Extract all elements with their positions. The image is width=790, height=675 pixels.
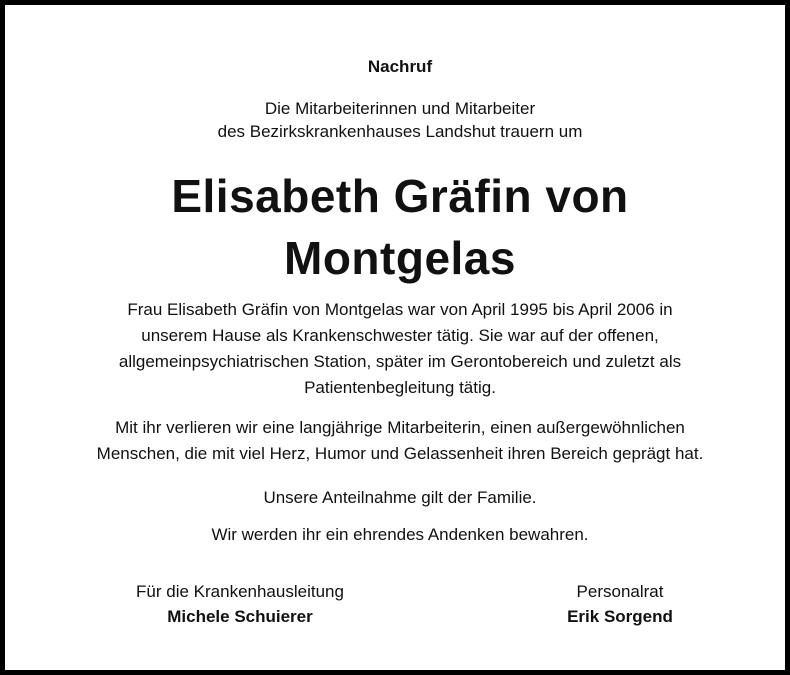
signature-hospital-management [95,579,385,629]
signature-staff-council [475,579,765,629]
tribute-paragraph [5,415,790,467]
paragraph-line: allgemeinpsychiatrischen Station, später im Gerontobereich und zuletzt als [118,352,682,371]
deceased-name-line: Montgelas [284,232,516,284]
biography-paragraph [5,297,790,401]
signature-name: Erik Sorgend [567,607,673,626]
notice-heading: Nachruf [367,57,433,76]
deceased-name-line: Elisabeth Gräfin von [171,170,629,222]
paragraph-line: Frau Elisabeth Gräfin von Montgelas war von April 1995 bis April 2006 in [127,300,673,319]
paragraph-line: Mit ihr verlieren wir eine langjährige Mitarbeiterin, einen außergewöhnlichen [115,418,685,437]
intro-text [5,97,790,143]
intro-line: Die Mitarbeiterinnen und Mitarbeiter [264,99,536,118]
condolence-paragraph: Unsere Anteilnahme gilt der Familie. [263,488,537,507]
signature-role: Für die Krankenhausleitung [136,582,344,601]
paragraph-line: unserem Hause als Krankenschwester tätig. Sie war auf der offenen, [141,326,659,345]
signature-role: Personalrat [576,582,664,601]
remembrance-paragraph: Wir werden ihr ein ehrendes Andenken bewahren. [211,525,589,544]
paragraph-line: Menschen, die mit viel Herz, Humor und Gelassenheit ihren Bereich geprägt hat. [96,444,704,463]
signature-name: Michele Schuierer [167,607,313,626]
deceased-name [5,165,790,289]
intro-line: des Bezirkskrankenhauses Landshut trauern um [217,122,583,141]
paragraph-line: Patientenbegleitung tätig. [304,378,496,397]
